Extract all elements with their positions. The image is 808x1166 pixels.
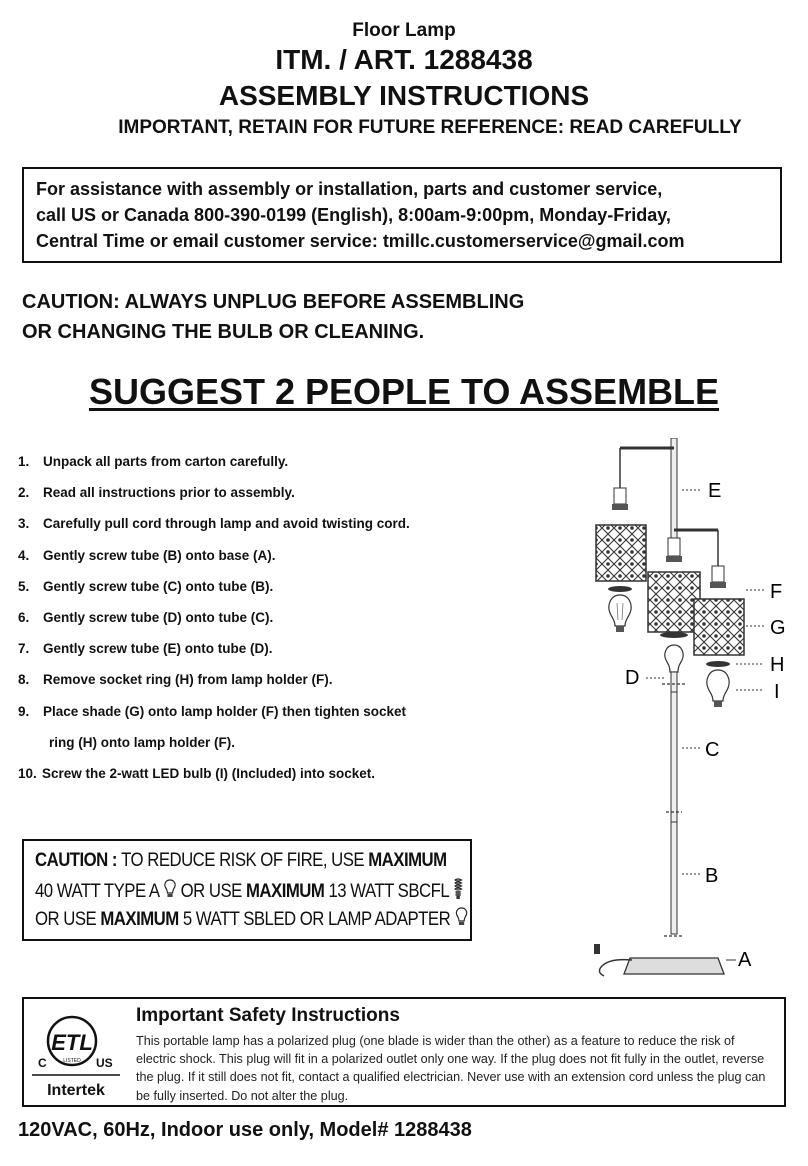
assistance-line-2: call US or Canada 800-390-0199 (English), 8:00am-9:00pm, Monday-Friday, bbox=[36, 205, 671, 225]
label-b: B bbox=[705, 865, 719, 887]
lamp-holder-center bbox=[666, 538, 682, 562]
step-item: 5. Gently screw tube (C) onto tube (B). bbox=[18, 578, 274, 594]
step-item: 3. Carefully pull cord through lamp and avoid twisting cord. bbox=[18, 516, 410, 532]
safety-title: Important Safety Instructions bbox=[136, 1005, 400, 1026]
label-f: F bbox=[770, 581, 783, 603]
caution-line-1: CAUTION: ALWAYS UNPLUG BEFORE ASSEMBLING bbox=[22, 291, 525, 313]
cfl-bulb-icon bbox=[452, 878, 464, 906]
bulb-left bbox=[609, 595, 631, 632]
step-item-continuation: ring (H) onto lamp holder (F). bbox=[49, 734, 235, 750]
socket-ring-right bbox=[706, 661, 730, 667]
cert-c: C bbox=[38, 1056, 47, 1070]
shade-center bbox=[648, 572, 700, 632]
page-title: ASSEMBLY INSTRUCTIONS bbox=[218, 80, 590, 111]
lamp-holder-left bbox=[612, 488, 628, 510]
step-item: 9. Place shade (G) onto lamp holder (F) then tighten socket bbox=[18, 703, 407, 719]
etl-listed-logo bbox=[30, 1005, 126, 1101]
safety-instructions-box bbox=[22, 997, 786, 1107]
step-item: 8. Remove socket ring (H) from lamp holder (F). bbox=[18, 672, 333, 688]
warning-line-3: OR USE MAXIMUM 5 WATT SBLED OR LAMP ADAPTER bbox=[35, 907, 468, 933]
electrical-rating: 120VAC, 60Hz, Indoor use only, Model# 1288438 bbox=[18, 1119, 472, 1141]
socket-ring-center bbox=[660, 632, 688, 638]
cert-company: Intertek bbox=[47, 1082, 105, 1099]
important-notice: IMPORTANT, RETAIN FOR FUTURE REFERENCE: READ CAREFULLY bbox=[118, 117, 742, 138]
bulb-right bbox=[707, 670, 729, 707]
step-item: 10. Screw the 2-watt LED bulb (I) (Included) into socket. bbox=[18, 765, 376, 781]
product-name: Floor Lamp bbox=[352, 20, 456, 41]
lamp-diagram bbox=[590, 438, 800, 983]
label-h: H bbox=[770, 654, 785, 676]
label-i: I bbox=[774, 681, 780, 703]
step-item: 1. Unpack all parts from carton carefully. bbox=[18, 454, 289, 469]
item-number: ITM. / ART. 1288438 bbox=[275, 44, 533, 75]
warning-line-1: CAUTION : TO REDUCE RISK OF FIRE, USE MAXIMUM bbox=[35, 849, 447, 871]
socket-ring-left bbox=[608, 586, 632, 592]
assistance-line-1: For assistance with assembly or installation, parts and customer service, bbox=[36, 179, 663, 199]
led-bulb-icon bbox=[454, 907, 468, 933]
step-item: 6. Gently screw tube (D) onto tube (C). bbox=[18, 609, 274, 625]
label-a: A bbox=[738, 949, 752, 971]
cert-mark: ETL bbox=[51, 1030, 93, 1055]
shade-left bbox=[596, 525, 646, 581]
tube-c bbox=[666, 692, 682, 822]
assembly-steps bbox=[18, 452, 478, 795]
caution-line-2: OR CHANGING THE BULB OR CLEANING. bbox=[22, 321, 425, 343]
bulb-center bbox=[665, 645, 683, 672]
bulb-icon bbox=[163, 879, 177, 905]
cert-us: US bbox=[96, 1056, 113, 1070]
step-item: 2. Read all instructions prior to assembly. bbox=[18, 485, 295, 501]
cert-listed: LISTED bbox=[63, 1058, 81, 1064]
label-d: D bbox=[625, 667, 640, 689]
suggest-heading: SUGGEST 2 PEOPLE TO ASSEMBLE bbox=[88, 371, 720, 412]
warning-line-2: 40 WATT TYPE A OR USE MAXIMUM 13 WATT SBCFL bbox=[35, 878, 464, 906]
label-c: C bbox=[705, 739, 720, 761]
lamp-holder-right bbox=[710, 566, 726, 588]
tube-b bbox=[664, 822, 684, 936]
assistance-line-3: Central Time or email customer service: tmillc.customerservice@gmail.com bbox=[36, 231, 685, 251]
shade-right bbox=[694, 599, 744, 655]
step-item: 4. Gently screw tube (B) onto base (A). bbox=[18, 547, 276, 563]
label-g: G bbox=[770, 617, 786, 639]
assistance-box bbox=[22, 167, 782, 263]
safety-text: This portable lamp has a polarized plug (one blade is wider than the other) as a feature to reduce the risk of electric shock. This plug will fit in a polarized outlet only one way. If the plug does not fit fully in the outlet, reverse the plug. If it still does not fit, contact a qualified electrician. Never use with an extension cord unless the plug can be fully inserted. Do not alter the plug. bbox=[136, 1034, 766, 1103]
step-item: 7. Gently screw tube (E) onto tube (D). bbox=[18, 641, 273, 657]
wattage-warning-box bbox=[22, 839, 472, 941]
base-a bbox=[594, 944, 724, 976]
label-e: E bbox=[708, 480, 722, 502]
